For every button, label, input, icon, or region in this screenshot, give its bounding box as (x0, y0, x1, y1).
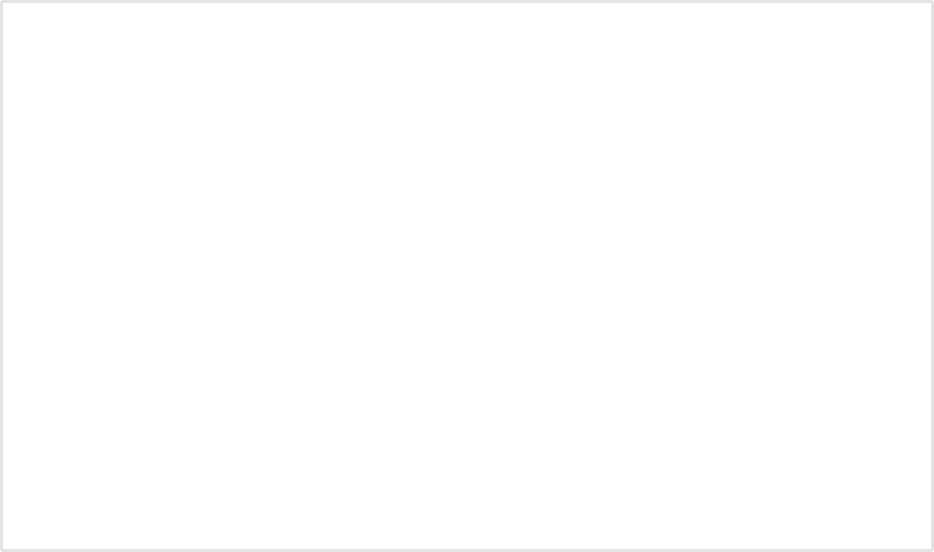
empty-content-area (6, 6, 928, 546)
